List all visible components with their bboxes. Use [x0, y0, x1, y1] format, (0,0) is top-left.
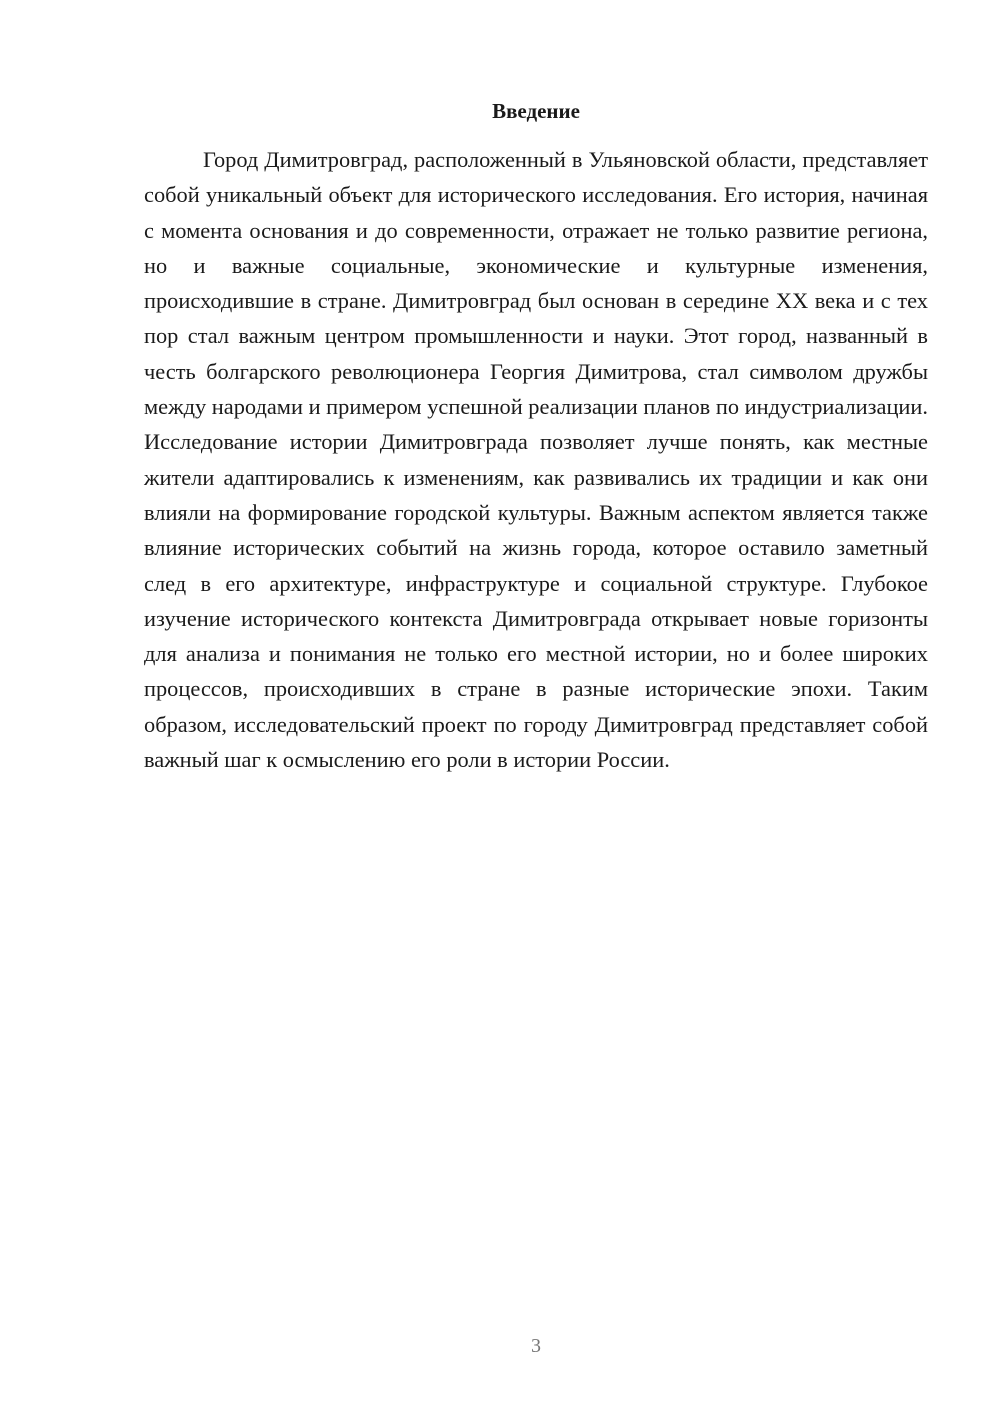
- page-number: 3: [531, 1335, 541, 1357]
- section-heading: Введение: [492, 99, 580, 123]
- body-paragraph: Город Димитровград, расположенный в Ульяновской области, представляет собой уникальный объект для исторического исследования. Его история, начиная с момента основания и до современности, отражает не только развитие региона, но и важные социальные, экономические и культурные изменения, происходившие в стране. Димитровград был основан в середине XX века и с тех пор стал важным центром промышленности и науки. Этот город, названный в честь болгарского революционера Георгия Димитрова, стал символом дружбы между народами и примером успешной реализации планов по индустриализации. Исследование истории Димитровграда позволяет лучше понять, как местные жители адаптировались к изменениям, как развивались их традиции и как они влияли на формирование городской культуры. Важным аспектом является также влияние исторических событий на жизнь города, которое оставило заметный след в его архитектуре, инфраструктуре и социальной структуре. Глубокое изучение исторического контекста Димитровграда открывает новые горизонты для анализа и понимания не только его местной истории, но и более широких процессов, происходивших в стране в разные исторические эпохи. Таким образом, исследовательский проект по городу Димитровград представляет собой важный шаг к осмыслению его роли в истории России.: [144, 147, 928, 773]
